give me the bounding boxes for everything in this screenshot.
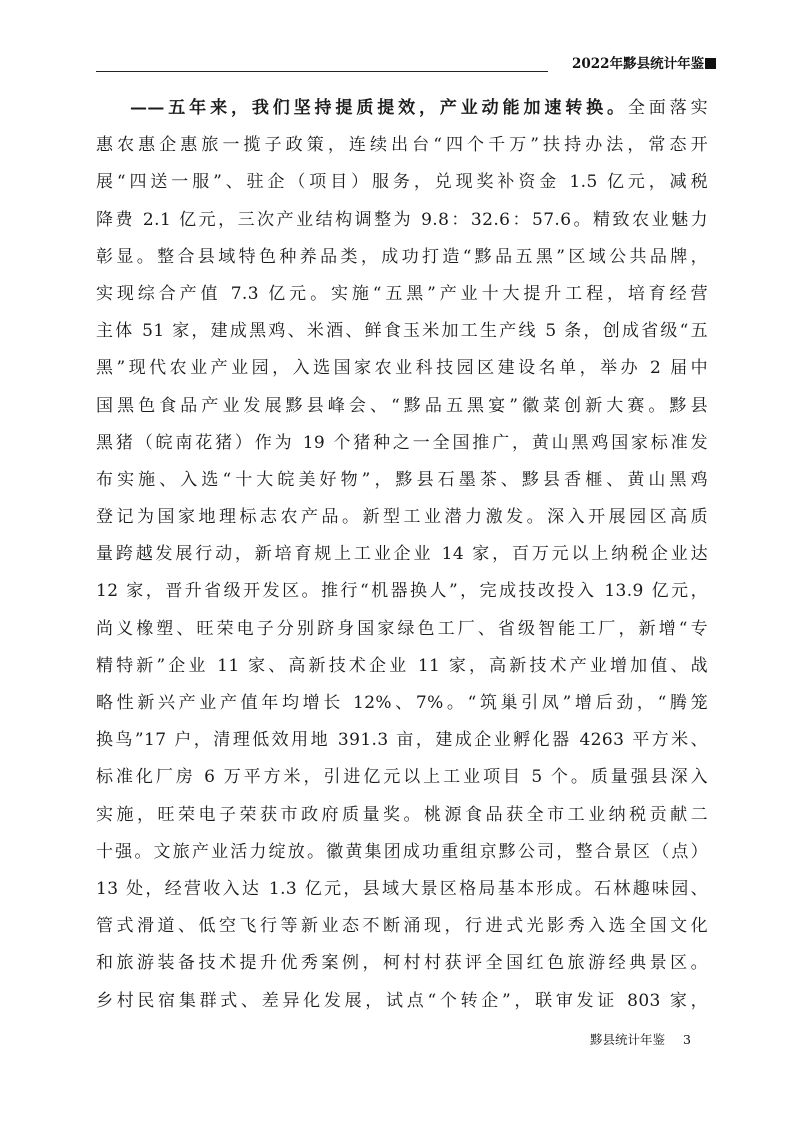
- paragraph-line: 实现综合产值 7.3 亿元。实施“五黑”产业十大提升工程，培育经营: [96, 283, 708, 304]
- body-text: [96, 96, 708, 1026]
- paragraph-line: 登记为国家地理标志农产品。新型工业潜力激发。深入开展园区高质: [96, 507, 708, 528]
- paragraph-line: 和旅游装备技术提升优秀案例，柯村村获评全国红色旅游经典景区。: [96, 953, 708, 974]
- paragraph-line: 彰显。整合县域特色种养品类，成功打造“黟品五黑”区域公共品牌，: [96, 246, 708, 267]
- paragraph-line: 管式滑道、低空飞行等新业态不断涌现，行进式光影秀入选全国文化: [96, 916, 708, 937]
- paragraph-line: 黑”现代农业产业园，入选国家农业科技园区建设名单，举办 2 届中: [96, 358, 708, 379]
- paragraph-line: 量跨越发展行动，新培育规上工业企业 14 家，百万元以上纳税企业达: [96, 544, 708, 565]
- header-rule: [96, 71, 548, 72]
- square-mark-icon: [705, 58, 716, 69]
- paragraph-line: 略性新兴产业产值年均增长 12%、7%。“筑巢引凤”增后劲，“腾笼: [96, 693, 708, 713]
- paragraph-line: 黑猪（皖南花猪）作为 19 个猪种之一全国推广，黄山黑鸡国家标准发: [96, 432, 708, 453]
- paragraph-line: 尚义橡塑、旺荣电子分别跻身国家绿色工厂、省级智能工厂，新增“专: [96, 618, 708, 639]
- paragraph-line: 惠农惠企惠旅一揽子政策，连续出台“四个千万”扶持办法，常态开: [96, 135, 708, 156]
- paragraph-line: 13 处，经营收入达 1.3 亿元，县域大景区格局基本形成。石林趣味园、: [96, 878, 708, 899]
- paragraph-line: 主体 51 家，建成黑鸡、米酒、鲜食玉米加工生产线 5 条，创成省级“五: [96, 321, 708, 342]
- page-number: 3: [683, 1032, 691, 1047]
- header-title: 2022年黟县统计年鉴: [572, 56, 705, 72]
- paragraph-line: 标准化厂房 6 万平方米，引进亿元以上工业项目 5 个。质量强县深入: [96, 767, 708, 788]
- running-header: [572, 52, 716, 72]
- line-text: 全面落实: [627, 98, 708, 118]
- lead-sentence: ——五年来，我们坚持提质提效，产业动能加速转换。: [130, 98, 628, 118]
- paragraph-line: 换鸟”17 户，清理低效用地 391.3 亩，建成企业孵化器 4263 平方米、: [96, 730, 708, 751]
- paragraph-line: 精特新”企业 11 家、高新技术企业 11 家，高新技术产业增加值、战: [96, 655, 708, 676]
- paragraph-line: 展“四送一服”、驻企（项目）服务，兑现奖补资金 1.5 亿元，减税: [96, 172, 708, 193]
- paragraph-line: 降费 2.1 亿元，三次产业结构调整为 9.8：32.6：57.6。精致农业魅力: [96, 209, 708, 230]
- page-footer: [590, 1030, 691, 1048]
- footer-label: 黟县统计年鉴: [590, 1032, 666, 1047]
- paragraph-line: [96, 96, 708, 133]
- paragraph-line: 12 家，晋升省级开发区。推行“机器换人”，完成技改投入 13.9 亿元，: [96, 581, 708, 602]
- paragraph-line: 国黑色食品产业发展黟县峰会、“黟品五黑宴”徽菜创新大赛。黟县: [96, 395, 708, 416]
- paragraph-line: 实施，旺荣电子荣获市政府质量奖。桃源食品获全市工业纳税贡献二: [96, 804, 708, 825]
- paragraph-line: 十强。文旅产业活力绽放。徽黄集团成功重组京黟公司，整合景区（点）: [96, 841, 708, 862]
- paragraph-line: 布实施、入选“十大皖美好物”，黟县石墨茶、黟县香榧、黄山黑鸡: [96, 469, 708, 490]
- paragraph-line: 乡村民宿集群式、差异化发展，试点“个转企”，联审发证 803 家，: [96, 990, 708, 1011]
